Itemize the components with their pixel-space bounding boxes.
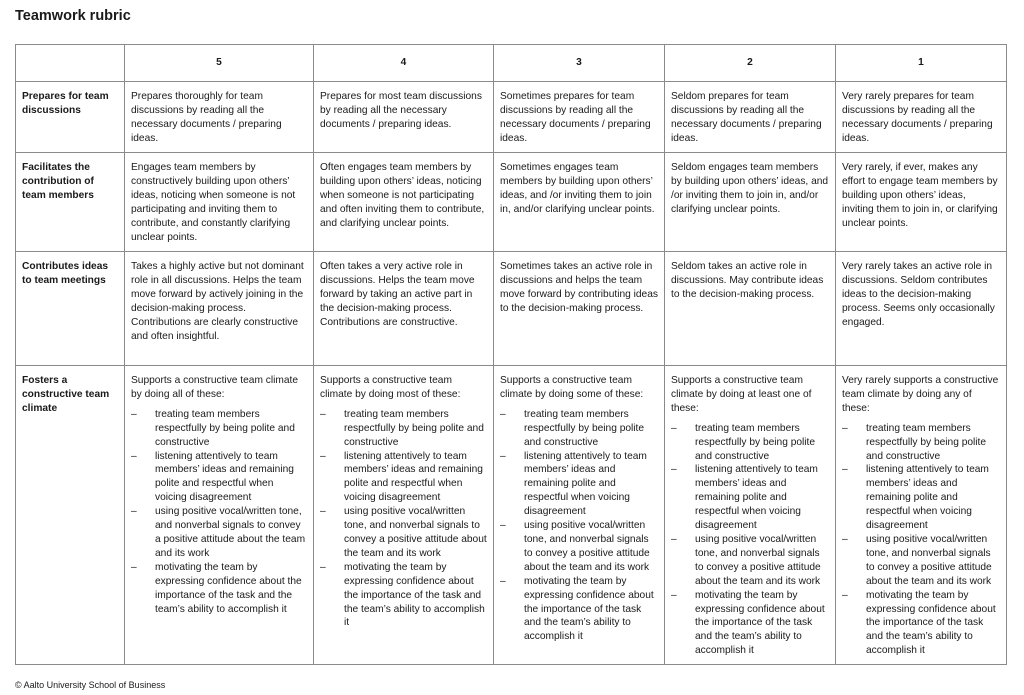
rubric-cell: Prepares thoroughly for team discussions by reading all the necessary documents / preparing ideas. xyxy=(125,82,314,153)
bullet-item: – using positive vocal/written tone, and nonverbal signals to convey a positive attitude about the team and its work xyxy=(131,505,307,561)
rubric-cell xyxy=(665,366,836,665)
rubric-cell xyxy=(314,366,494,665)
bullet-item: – motivating the team by expressing confidence about the importance of the task and the team’s ability to accomplish it xyxy=(500,575,658,645)
rubric-cell: Sometimes takes an active role in discussions and helps the team move forward by contributing ideas to the decision-making process. xyxy=(494,252,665,366)
rubric-cell: Seldom takes an active role in discussions. May contribute ideas to the decision-making process. xyxy=(665,252,836,366)
rubric-cell xyxy=(836,366,1007,665)
rubric-cell: Sometimes prepares for team discussions by reading all the necessary documents / preparing ideas. xyxy=(494,82,665,153)
bullet-item: – treating team members respectfully by being polite and constructive xyxy=(500,408,658,450)
bullet-list xyxy=(131,408,307,617)
header-score-4: 4 xyxy=(314,45,494,82)
header-score-1: 1 xyxy=(836,45,1007,82)
cell-intro: Supports a constructive team climate by doing at least one of these: xyxy=(671,375,812,414)
bullet-item: – listening attentively to team members’ ideas and remaining polite and respectful when voicing disagreement xyxy=(320,450,487,506)
header-score-3: 3 xyxy=(494,45,665,82)
bullet-item: – motivating the team by expressing confidence about the importance of the task and the team’s ability to accomplish it xyxy=(320,561,487,631)
cell-intro: Supports a constructive team climate by doing most of these: xyxy=(320,375,461,400)
bullet-item: – treating team members respectfully by being polite and constructive xyxy=(320,408,487,450)
bullet-item: – using positive vocal/written tone, and nonverbal signals to convey a positive attitude about the team and its work xyxy=(500,519,658,575)
criterion-cell: Facilitates the contribution of team members xyxy=(16,153,125,252)
criterion-cell: Contributes ideas to team meetings xyxy=(16,252,125,366)
cell-intro: Very rarely supports a constructive team climate by doing any of these: xyxy=(842,375,999,414)
bullet-list xyxy=(320,408,487,631)
header-row xyxy=(16,45,1007,82)
bullet-item: – listening attentively to team members’ ideas and remaining polite and respectful when voicing disagreement xyxy=(500,450,658,520)
copyright-footer: © Aalto University School of Business xyxy=(15,680,166,690)
rubric-cell xyxy=(494,366,665,665)
rubric-cell: Very rarely takes an active role in discussions. Seldom contributes ideas to the decision-making process. Seems only occasionally engaged. xyxy=(836,252,1007,366)
rubric-cell: Very rarely prepares for team discussions by reading all the necessary documents / preparing ideas. xyxy=(836,82,1007,153)
page-title: Teamwork rubric xyxy=(15,8,131,24)
bullet-item: – motivating the team by expressing confidence about the importance of the task and the team’s ability to accomplish it xyxy=(671,589,829,659)
table-row xyxy=(16,366,1007,665)
bullet-item: – listening attentively to team members’ ideas and remaining polite and respectful when voicing disagreement xyxy=(842,463,1000,533)
bullet-item: – listening attentively to team members’ ideas and remaining polite and respectful when voicing disagreement xyxy=(131,450,307,506)
cell-intro: Supports a constructive team climate by doing some of these: xyxy=(500,375,644,400)
header-criterion xyxy=(16,45,125,82)
bullet-list xyxy=(842,422,1000,658)
rubric-cell: Very rarely, if ever, makes any effort to engage team members by building upon others’ ideas, inviting them to join in, or clarifying unclear points. xyxy=(836,153,1007,252)
rubric-cell: Often engages team members by building upon others’ ideas, noticing when someone is not participating and often inviting them to contribute, and clarifying unclear points. xyxy=(314,153,494,252)
bullet-item: – motivating the team by expressing confidence about the importance of the task and the team’s ability to accomplish it xyxy=(131,561,307,617)
table-row xyxy=(16,82,1007,153)
table-row xyxy=(16,153,1007,252)
bullet-item: – treating team members respectfully by being polite and constructive xyxy=(842,422,1000,464)
rubric-cell: Takes a highly active but not dominant role in all discussions. Helps the team move forward by actively joining in the decision-making process. Contributions are clearly constructive and often insightful. xyxy=(125,252,314,366)
bullet-item: – treating team members respectfully by being polite and constructive xyxy=(671,422,829,464)
bullet-item: – treating team members respectfully by being polite and constructive xyxy=(131,408,307,450)
bullet-item: – listening attentively to team members’ ideas and remaining polite and respectful when voicing disagreement xyxy=(671,463,829,533)
rubric-cell: Seldom prepares for team discussions by reading all the necessary documents / preparing ideas. xyxy=(665,82,836,153)
rubric-cell: Engages team members by constructively building upon others’ ideas, noticing when someone is not participating and inviting them to contribute, and constantly clarifying unclear points. xyxy=(125,153,314,252)
table-row xyxy=(16,252,1007,366)
bullet-list xyxy=(500,408,658,644)
bullet-item: – using positive vocal/written tone, and nonverbal signals to convey a positive attitude about the team and its work xyxy=(671,533,829,589)
bullet-item: – motivating the team by expressing confidence about the importance of the task and the team’s ability to accomplish it xyxy=(842,589,1000,659)
rubric-cell xyxy=(125,366,314,665)
rubric-cell: Seldom engages team members by building upon others’ ideas, and /or inviting them to join in, and/or clarifying unclear points. xyxy=(665,153,836,252)
bullet-list xyxy=(671,422,829,658)
rubric-cell: Sometimes engages team members by building upon others’ ideas, and /or inviting them to join in, and/or clarifying unclear points. xyxy=(494,153,665,252)
bullet-item: – using positive vocal/written tone, and nonverbal signals to convey a positive attitude about the team and its work xyxy=(842,533,1000,589)
rubric-table xyxy=(15,44,1007,665)
rubric-cell: Often takes a very active role in discussions. Helps the team move forward by taking an active part in the decision-making process. Contributions are constructive. xyxy=(314,252,494,366)
bullet-item: – using positive vocal/written tone, and nonverbal signals to convey a positive attitude about the team and its work xyxy=(320,505,487,561)
header-score-2: 2 xyxy=(665,45,836,82)
criterion-cell: Fosters a constructive team climate xyxy=(16,366,125,665)
rubric-cell: Prepares for most team discussions by reading all the necessary documents / preparing ideas. xyxy=(314,82,494,153)
criterion-cell: Prepares for team discussions xyxy=(16,82,125,153)
cell-intro: Supports a constructive team climate by doing all of these: xyxy=(131,375,299,400)
header-score-5: 5 xyxy=(125,45,314,82)
